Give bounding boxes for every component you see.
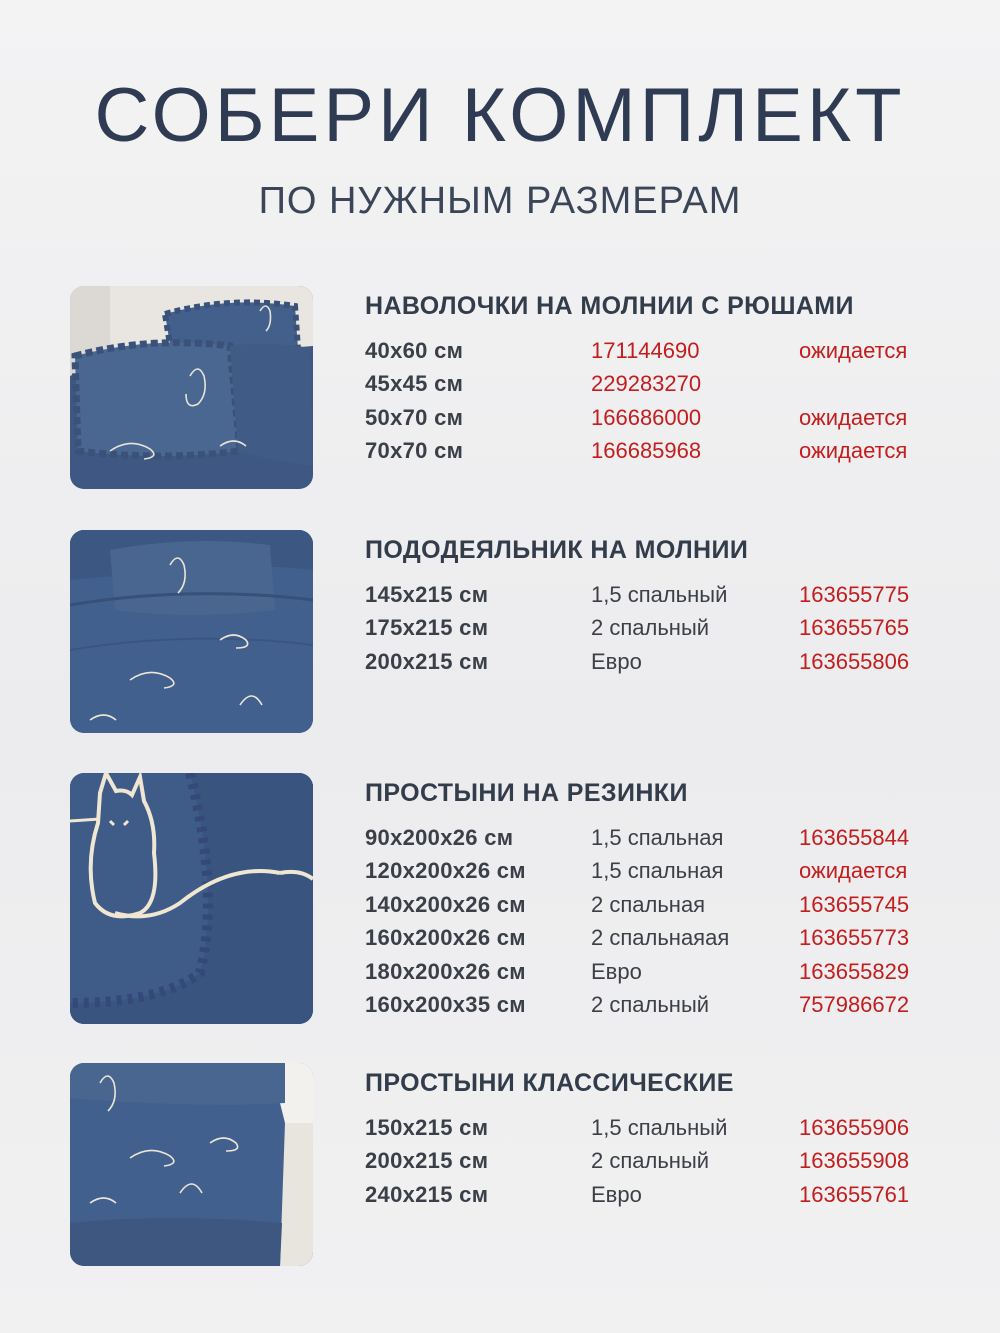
list-item xyxy=(365,615,945,648)
list-item xyxy=(365,438,945,471)
article-number: 163655775 xyxy=(799,582,910,607)
size-label: 70x70 см xyxy=(365,438,464,464)
article-number: 166685968 xyxy=(591,438,702,464)
bed-type-label: 2 спальная xyxy=(591,891,706,917)
section-title-pillowcases: НАВОЛОЧКИ НА МОЛНИИ С РЮШАМИ xyxy=(365,292,854,320)
page-title: СОБЕРИ КОМПЛЕКТ xyxy=(94,73,906,158)
status-label: ожидается xyxy=(799,404,908,430)
size-label: 180x200x26 см xyxy=(365,958,526,984)
bed-type-label: Евро xyxy=(591,1181,642,1207)
article-number: 163655773 xyxy=(799,925,910,951)
article-number: 166686000 xyxy=(591,404,702,430)
list-item xyxy=(365,1115,945,1148)
article-number: 171144690 xyxy=(591,338,700,363)
bed-type-label: 2 спальнаяая xyxy=(591,925,730,951)
list-item xyxy=(365,825,945,858)
size-label: 200x215 см xyxy=(365,1148,489,1174)
bed-type-label: 1,5 спальный xyxy=(591,582,728,607)
list-item xyxy=(365,858,945,891)
article-number: 757986672 xyxy=(799,991,910,1017)
duvet-cover-photo xyxy=(70,530,313,733)
article-number: 229283270 xyxy=(591,371,702,397)
article-number: 163655806 xyxy=(799,648,910,674)
list-item xyxy=(365,371,945,404)
list-item xyxy=(365,992,945,1025)
bed-type-label: Евро xyxy=(591,958,642,984)
size-label: 160x200x35 см xyxy=(365,991,526,1017)
list-item xyxy=(365,959,945,992)
article-number: 163655765 xyxy=(799,615,910,641)
size-label: 120x200x26 см xyxy=(365,858,526,884)
size-label: 145x215 см xyxy=(365,582,489,607)
size-label: 150x215 см xyxy=(365,1115,489,1140)
bed-type-label: 2 спальный xyxy=(591,1148,710,1174)
bed-type-label: 1,5 спальная xyxy=(591,858,724,884)
size-label: 140x200x26 см xyxy=(365,891,526,917)
bed-type-label: 2 спальный xyxy=(591,615,710,641)
list-item xyxy=(365,338,945,371)
bed-type-label: Евро xyxy=(591,648,642,674)
article-number: 163655906 xyxy=(799,1115,910,1140)
list-item xyxy=(365,892,945,925)
article-number: ожидается xyxy=(799,858,908,884)
status-label: ожидается xyxy=(799,338,908,363)
bed-type-label: 1,5 спальная xyxy=(591,825,724,850)
bed-type-label: 2 спальный xyxy=(591,991,710,1017)
article-number: 163655829 xyxy=(799,958,910,984)
section-title-classic-sheets: ПРОСТЫНИ КЛАССИЧЕСКИЕ xyxy=(365,1069,734,1097)
fitted-sheet-photo xyxy=(70,773,313,1024)
list-item xyxy=(365,405,945,438)
size-label: 40x60 см xyxy=(365,338,464,363)
size-label: 175x215 см xyxy=(365,615,489,641)
section-title-fitted-sheets: ПРОСТЫНИ НА РЕЗИНКИ xyxy=(365,779,688,807)
section-title-duvet-cover: ПОДОДЕЯЛЬНИК НА МОЛНИИ xyxy=(365,536,749,564)
duvet-cover-list xyxy=(365,582,945,682)
article-number: 163655761 xyxy=(799,1181,910,1207)
article-number: 163655745 xyxy=(799,891,910,917)
list-item xyxy=(365,1182,945,1215)
size-label: 45x45 см xyxy=(365,371,464,397)
bed-type-label: 1,5 спальный xyxy=(591,1115,728,1140)
page-subtitle: ПО НУЖНЫМ РАЗМЕРАМ xyxy=(258,180,742,222)
pillowcases-list xyxy=(365,338,945,472)
classic-sheet-photo xyxy=(70,1063,313,1266)
list-item xyxy=(365,649,945,682)
size-label: 200x215 см xyxy=(365,648,489,674)
article-number: 163655844 xyxy=(799,825,910,850)
status-label: ожидается xyxy=(799,438,908,464)
article-number: 163655908 xyxy=(799,1148,910,1174)
size-label: 90x200x26 см xyxy=(365,825,514,850)
list-item xyxy=(365,925,945,958)
list-item xyxy=(365,582,945,615)
size-label: 160x200x26 см xyxy=(365,925,526,951)
fitted-sheets-list xyxy=(365,825,945,1025)
ruffled-pillowcases-photo xyxy=(70,286,313,489)
classic-sheets-list xyxy=(365,1115,945,1215)
list-item xyxy=(365,1148,945,1181)
size-label: 240x215 см xyxy=(365,1181,489,1207)
size-label: 50x70 см xyxy=(365,404,464,430)
